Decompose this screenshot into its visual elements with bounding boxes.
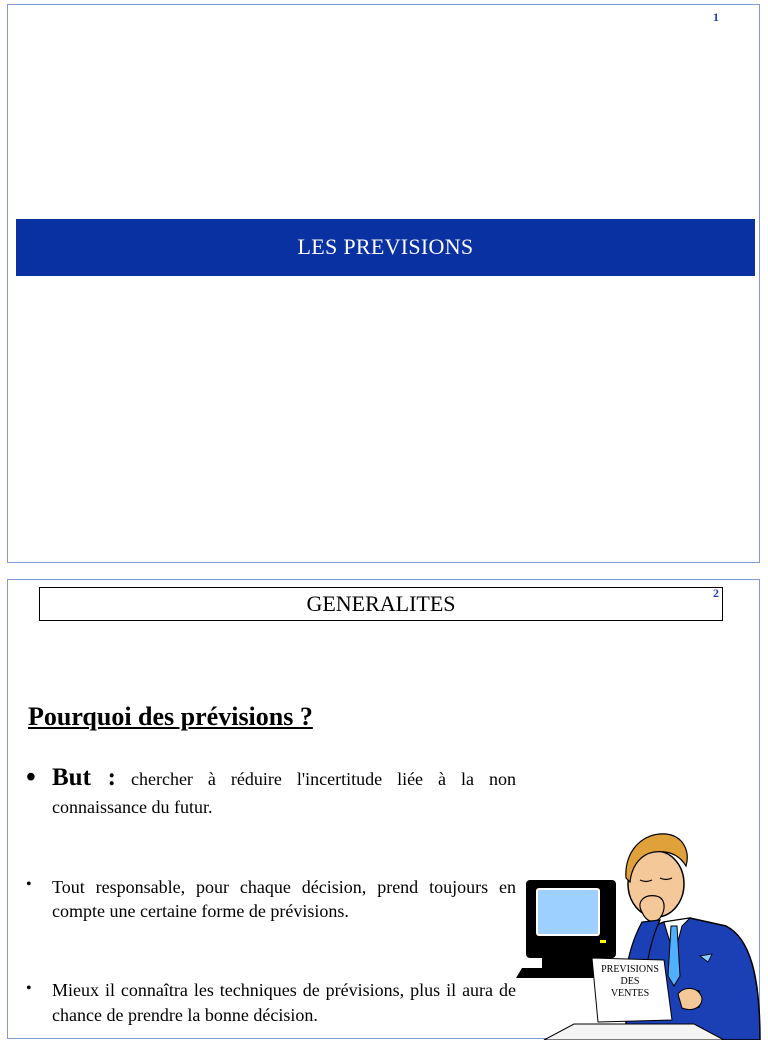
desk-paper xyxy=(544,1024,724,1040)
bullet-dot-icon: • xyxy=(26,980,32,997)
slide-1 xyxy=(7,4,760,563)
bullet-text: Mieux il connaîtra les techniques de prévisions, plus il aura de chance de prendre la bonne décision. xyxy=(52,980,516,1025)
bullet-item xyxy=(26,875,516,923)
slide-title: LES PREVISIONS xyxy=(297,233,474,259)
sheet-line: PREVISIONS xyxy=(601,964,659,975)
page-number: 1 xyxy=(713,10,719,24)
sheet-line: DES xyxy=(620,976,640,987)
sheet-line: VENTES xyxy=(610,988,650,999)
section-header-box xyxy=(39,587,723,621)
bullet-text: Tout responsable, pour chaque décision, prend toujours en compte une certaine forme de prévisions. xyxy=(52,877,516,921)
businessman-clipart xyxy=(514,826,762,1040)
section-header: GENERALITES xyxy=(306,591,456,616)
bullet-item xyxy=(26,764,516,821)
slide-heading: Pourquoi des prévisions ? xyxy=(28,702,313,731)
title-banner xyxy=(16,219,755,276)
page-number: 2 xyxy=(713,586,719,600)
bullet-body: chercher à réduire l'incertitude liée à la non connaissance du futur. xyxy=(52,769,517,817)
bullet-text xyxy=(26,764,516,821)
slide-2 xyxy=(7,579,760,1039)
bullet-dot-icon: • xyxy=(26,876,32,893)
bullet-lead: But : xyxy=(52,764,116,791)
sales-forecast-sheet xyxy=(592,958,672,1022)
bullet-dot-icon: • xyxy=(26,762,36,793)
bullet-item xyxy=(26,978,516,1028)
